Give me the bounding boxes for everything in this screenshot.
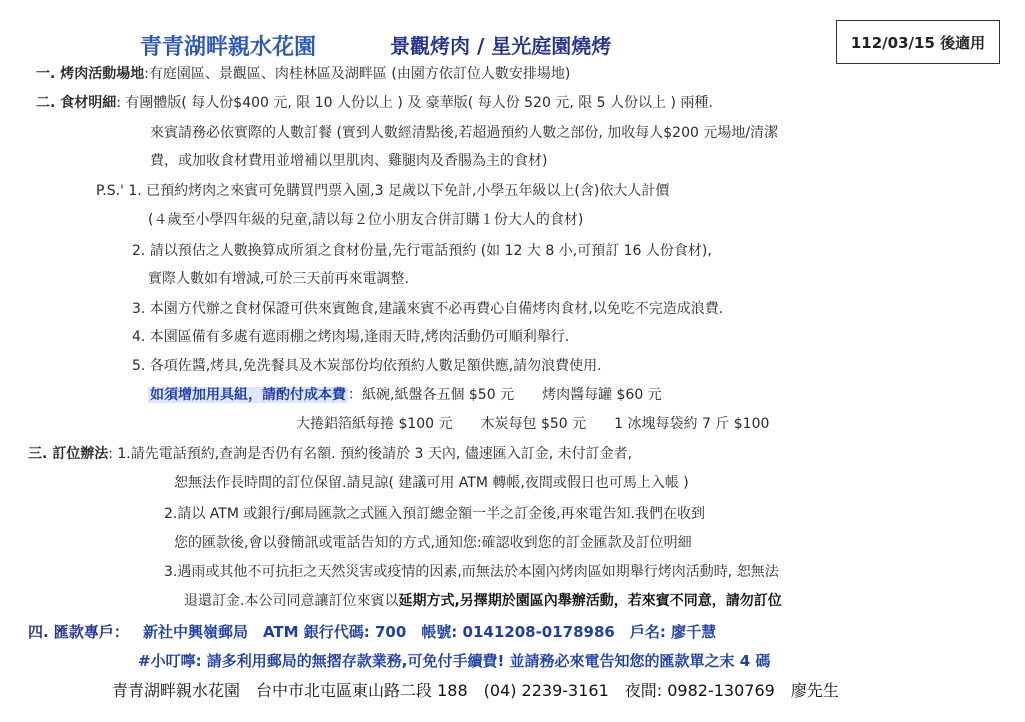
section-3-line-3: 2.請以 ATM 或銀行/郵局匯款之式匯入預訂總金額一半之訂金後,再來電告知.我們在收到 [164, 506, 705, 522]
section-1-text: :有庭園區、景觀區、肉桂林區及湖畔區 (由園方依訂位人數安排場地) [144, 66, 571, 82]
section-2-line-2: 來賓請務必依實際的人數訂餐 (實到人數經清點後,若超過預約人數之部份, 加收每人$200 元場地/清潔 [150, 125, 779, 141]
ps-item-2: 2. 請以預估之人數換算成所須之食材份量,先行電話預約 (如 12 大 8 小,可預訂 16 人份食材), [132, 243, 712, 259]
section-3-label: 三. 訂位辦法 [28, 446, 109, 462]
effective-date-box: 112/03/15 後適用 [836, 20, 1000, 64]
ps-item-1-text: 1. 已預約烤肉之來賓可免購買門票入園,3 足歲以下免計,小學五年級以上(含)依大人計價 [128, 183, 670, 199]
title-garden-name: 青青湖畔親水花園 [140, 35, 317, 60]
extra-utensils-line-2: 大捲鋁箔紙每捲 $100 元 木炭每包 $50 元 1 冰塊每袋約 7 斤 $100 [296, 416, 770, 432]
section-3-line-5: 3.遇雨或其他不可抗拒之天然災害或疫情的因素,而無法於本園內烤肉區如期舉行烤肉活動時, 恕無法 [164, 564, 779, 580]
section-3-line-2: 恕無法作長時間的訂位保留.請見諒( 建議可用 ATM 轉帳,夜間或假日也可馬上入帳 ) [174, 475, 689, 491]
section-3-text-1: : 1.請先電話預約,查詢是否仍有名額. 預約後請於 3 天內, 儘速匯入訂金, 未付訂金者, [108, 446, 633, 462]
section-3-line-4: 您的匯款後,會以發簡訊或電話告知的方式,通知您:確認收到您的訂金匯款及訂位明細 [174, 535, 692, 551]
payment-tip: #小叮嚀: 請多利用郵局的無摺存款業務,可免付手續費! 並請務必來電告知您的匯款單之末 4 碼 [138, 652, 771, 670]
section-3-line-1 [28, 443, 632, 465]
section-2-line-1 [36, 92, 713, 114]
section-3-text-6a: 退還訂金.本公司同意讓訂位來賓以 [184, 593, 399, 609]
ps-item-2-note: 實際人數如有增減,可於三天前再來電調整. [148, 271, 409, 287]
section-2-label: 二. 食材明細 [36, 95, 117, 111]
section-3-line-6 [184, 590, 782, 612]
extra-utensils-highlight: 如須增加用具組，請酌付成本費 [150, 387, 346, 403]
section-1 [36, 63, 570, 85]
ps-item-1-note: (４歲至小學四年級的兒童,請以每２位小朋友合併訂購１份大人的食材) [148, 212, 584, 228]
title-bbq-service: 景觀烤肉 / 星光庭園燒烤 [390, 34, 612, 58]
section-3-postpone-note: 延期方式,另擇期於園區內舉辦活動，若來賓不同意，請勿訂位 [398, 593, 782, 609]
ps-item-3: 3. 本園方代辦之食材保證可供來賓飽食,建議來賓不必再費心自備烤肉食材,以免吃不完造成浪費. [132, 301, 724, 317]
extra-utensils-prices-1: ：紙碗,紙盤各五個 $50 元 烤肉醬每罐 $60 元 [348, 387, 662, 403]
bank-account-info: 新社中興嶺郵局 ATM 銀行代碼: 700 帳號: 0141208-0178986 戶名: 廖千慧 [142, 623, 717, 641]
ps-label: P.S.' [96, 183, 124, 199]
section-4-line-1: 四. 匯款專戶： 新社中興嶺郵局 ATM 銀行代碼: 700 帳號: 0141208-0178986 戶名: 廖千慧 [28, 623, 717, 641]
footer-contact: 青青湖畔親水花園 台中市北屯區東山路二段 188 (04) 2239-3161 夜間: 0982-130769 廖先生 [112, 681, 839, 700]
ps-item-1 [96, 180, 669, 202]
section-1-label: 一. 烤肉活動場地 [36, 66, 145, 82]
section-2-text: : 有團體版( 每人份$400 元, 限 10 人份以上 ) 及 豪華版( 每人份 520 元, 限 5 人份以上 ) 兩種. [116, 95, 713, 111]
section-4-label: 四. 匯款專戶 [28, 623, 114, 641]
extra-utensils-line-1 [148, 384, 662, 406]
ps-item-4: 4. 本園區備有多處有遮雨棚之烤肉場,逢雨天時,烤肉活動仍可順利舉行. [132, 329, 570, 345]
ps-item-5: 5. 各項佐醬,烤具,免洗餐具及木炭部份均依預約人數足額供應,請勿浪費使用. [132, 358, 602, 374]
section-2-line-3: 費，或加收食材費用並增補以里肌肉、雞腿肉及香腸為主的食材) [150, 153, 548, 169]
